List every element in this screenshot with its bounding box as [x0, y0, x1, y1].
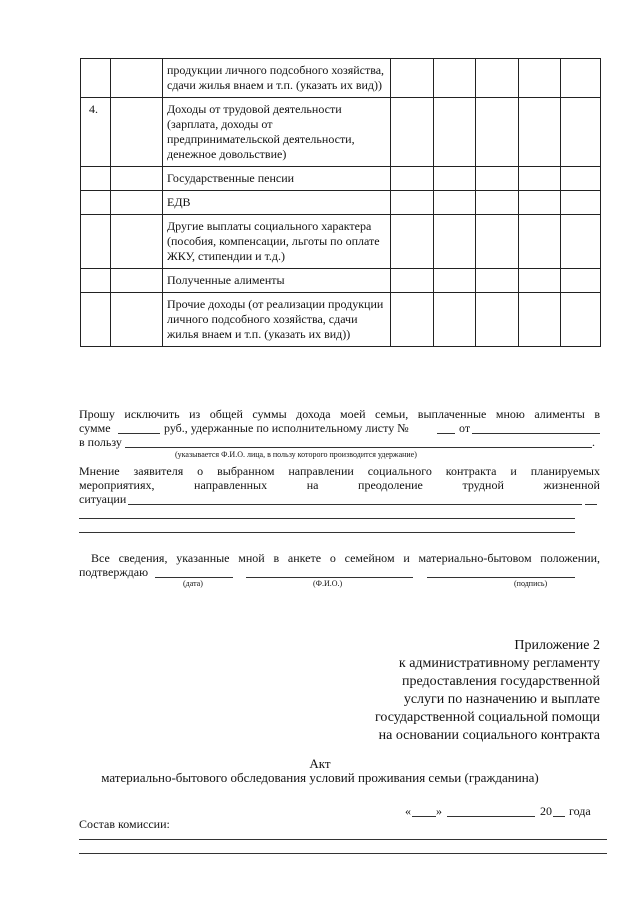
income-type-cell: Прочие доходы (от реализации продукции личного подсобного хозяйства, сдачи жилья внаем и т.п. (указать их вид)): [163, 293, 391, 347]
amount-cell[interactable]: [391, 215, 434, 269]
amount-cell[interactable]: [519, 167, 561, 191]
table-row: [81, 167, 601, 191]
amount-cell[interactable]: [519, 191, 561, 215]
alimony-sum-field[interactable]: [118, 433, 160, 434]
amount-cell[interactable]: [519, 215, 561, 269]
confirm-name-field[interactable]: [246, 577, 413, 578]
amount-cell[interactable]: [519, 59, 561, 98]
confirm-label: подтверждаю: [79, 565, 149, 579]
row-number: [81, 269, 111, 293]
confirm-signature-field[interactable]: [427, 577, 575, 578]
act-day-field[interactable]: [412, 816, 436, 817]
amount-cell[interactable]: [434, 59, 476, 98]
opinion-line-2: мероприятиях, направленных на преодоление трудной жизненной: [79, 478, 600, 492]
alimony-recipient-period: .: [592, 435, 595, 449]
amount-cell[interactable]: [476, 215, 519, 269]
amount-cell[interactable]: [391, 59, 434, 98]
amount-cell[interactable]: [561, 59, 601, 98]
table-row: [81, 59, 601, 98]
appendix-line-3: предоставления государственной: [401, 674, 600, 689]
opinion-line-1: Мнение заявителя о выбранном направлении социального контракта и планируемых: [79, 464, 600, 478]
amount-cell[interactable]: [519, 269, 561, 293]
table-row: [81, 191, 601, 215]
amount-cell[interactable]: [434, 215, 476, 269]
appendix-block: [375, 637, 600, 745]
amount-cell[interactable]: [476, 98, 519, 167]
row-number: [81, 215, 111, 269]
commission-label: Состав комиссии:: [79, 817, 170, 831]
confirm-date-hint: (дата): [183, 579, 203, 588]
alimony-recipient-label: в пользу: [79, 435, 122, 449]
income-type-cell: ЕДВ: [163, 191, 391, 215]
act-date-open-quote: «: [405, 804, 411, 818]
act-title: Акт: [309, 756, 331, 771]
amount-cell[interactable]: [434, 191, 476, 215]
act-subtitle: материально-бытового обследования условий проживания семьи (гражданина): [101, 770, 539, 785]
row-empty-cell[interactable]: [111, 59, 163, 98]
amount-cell[interactable]: [391, 269, 434, 293]
amount-cell[interactable]: [561, 269, 601, 293]
commission-field-1[interactable]: [79, 839, 607, 840]
amount-cell[interactable]: [519, 98, 561, 167]
amount-cell[interactable]: [391, 167, 434, 191]
income-type-cell: Государственные пенсии: [163, 167, 391, 191]
row-number: [81, 293, 111, 347]
amount-cell[interactable]: [476, 167, 519, 191]
table-row: [81, 293, 601, 347]
appendix-line-5: государственной социальной помощи: [374, 710, 600, 725]
amount-cell[interactable]: [434, 269, 476, 293]
commission-field-2[interactable]: [79, 853, 607, 854]
opinion-field-1b[interactable]: [585, 504, 597, 505]
amount-cell[interactable]: [391, 98, 434, 167]
alimony-recipient-field[interactable]: [125, 447, 592, 448]
writ-date-field[interactable]: [472, 433, 600, 434]
alimony-line-1: Прошу исключить из общей суммы дохода моей семьи, выплаченные мною алименты в: [79, 407, 600, 421]
income-type-cell: Доходы от трудовой деятельности (зарплата, доходы от предпринимательской деятельности, денежное довольствие): [163, 98, 391, 167]
confirm-date-field[interactable]: [155, 577, 233, 578]
row-empty-cell[interactable]: [111, 215, 163, 269]
appendix-line-4: услуги по назначению и выплате: [403, 692, 600, 707]
appendix-line-6: на основании социального контракта: [378, 728, 600, 743]
row-number: [81, 191, 111, 215]
alimony-from-label: от: [459, 421, 471, 435]
amount-cell[interactable]: [434, 98, 476, 167]
row-empty-cell[interactable]: [111, 167, 163, 191]
act-year-prefix: 20: [540, 804, 552, 818]
row-empty-cell[interactable]: [111, 98, 163, 167]
amount-cell[interactable]: [561, 293, 601, 347]
confirm-line-1: Все сведения, указанные мной в анкете о семейном и материально-бытовом положении,: [91, 551, 600, 565]
opinion-field-1[interactable]: [128, 504, 582, 505]
act-year-field[interactable]: [553, 816, 565, 817]
confirm-signature-hint: (подпись): [514, 579, 548, 588]
amount-cell[interactable]: [561, 167, 601, 191]
appendix-title: Приложение 2: [514, 638, 600, 653]
act-date-close-quote: »: [436, 804, 442, 818]
act-month-field[interactable]: [447, 816, 535, 817]
appendix-line-2: к административному регламенту: [398, 656, 600, 671]
act-year-suffix: года: [569, 804, 591, 818]
amount-cell[interactable]: [434, 293, 476, 347]
table-row: [81, 269, 601, 293]
row-empty-cell[interactable]: [111, 269, 163, 293]
amount-cell[interactable]: [519, 293, 561, 347]
amount-cell[interactable]: [561, 98, 601, 167]
amount-cell[interactable]: [476, 59, 519, 98]
alimony-withheld-label: руб., удержанные по исполнительному листу №: [164, 421, 409, 435]
row-number: [81, 59, 111, 98]
opinion-line-3-label: ситуации: [79, 492, 127, 506]
amount-cell[interactable]: [561, 191, 601, 215]
amount-cell[interactable]: [434, 167, 476, 191]
writ-number-field[interactable]: [437, 433, 455, 434]
amount-cell[interactable]: [476, 191, 519, 215]
row-number: 4.: [81, 98, 111, 167]
income-type-cell: Полученные алименты: [163, 269, 391, 293]
confirm-name-hint: (Ф.И.О.): [313, 579, 343, 588]
alimony-recipient-hint: (указывается Ф.И.О. лица, в пользу которого производится удержание): [175, 450, 417, 459]
income-type-cell: Другие выплаты социального характера (пособия, компенсации, льготы по оплате ЖКУ, стипендии и т.д.): [163, 215, 391, 269]
amount-cell[interactable]: [476, 269, 519, 293]
amount-cell[interactable]: [561, 215, 601, 269]
amount-cell[interactable]: [476, 293, 519, 347]
table-row: [81, 98, 601, 167]
alimony-sum-label: сумме: [79, 421, 111, 435]
row-empty-cell[interactable]: [111, 293, 163, 347]
opinion-field-3[interactable]: [79, 532, 575, 533]
amount-cell[interactable]: [391, 191, 434, 215]
row-empty-cell[interactable]: [111, 191, 163, 215]
table-row: [81, 215, 601, 269]
opinion-field-2[interactable]: [79, 518, 575, 519]
income-table: [80, 58, 601, 347]
amount-cell[interactable]: [391, 293, 434, 347]
row-number: [81, 167, 111, 191]
income-type-cell: продукции личного подсобного хозяйства, сдачи жилья внаем и т.п. (указать их вид)): [163, 59, 391, 98]
